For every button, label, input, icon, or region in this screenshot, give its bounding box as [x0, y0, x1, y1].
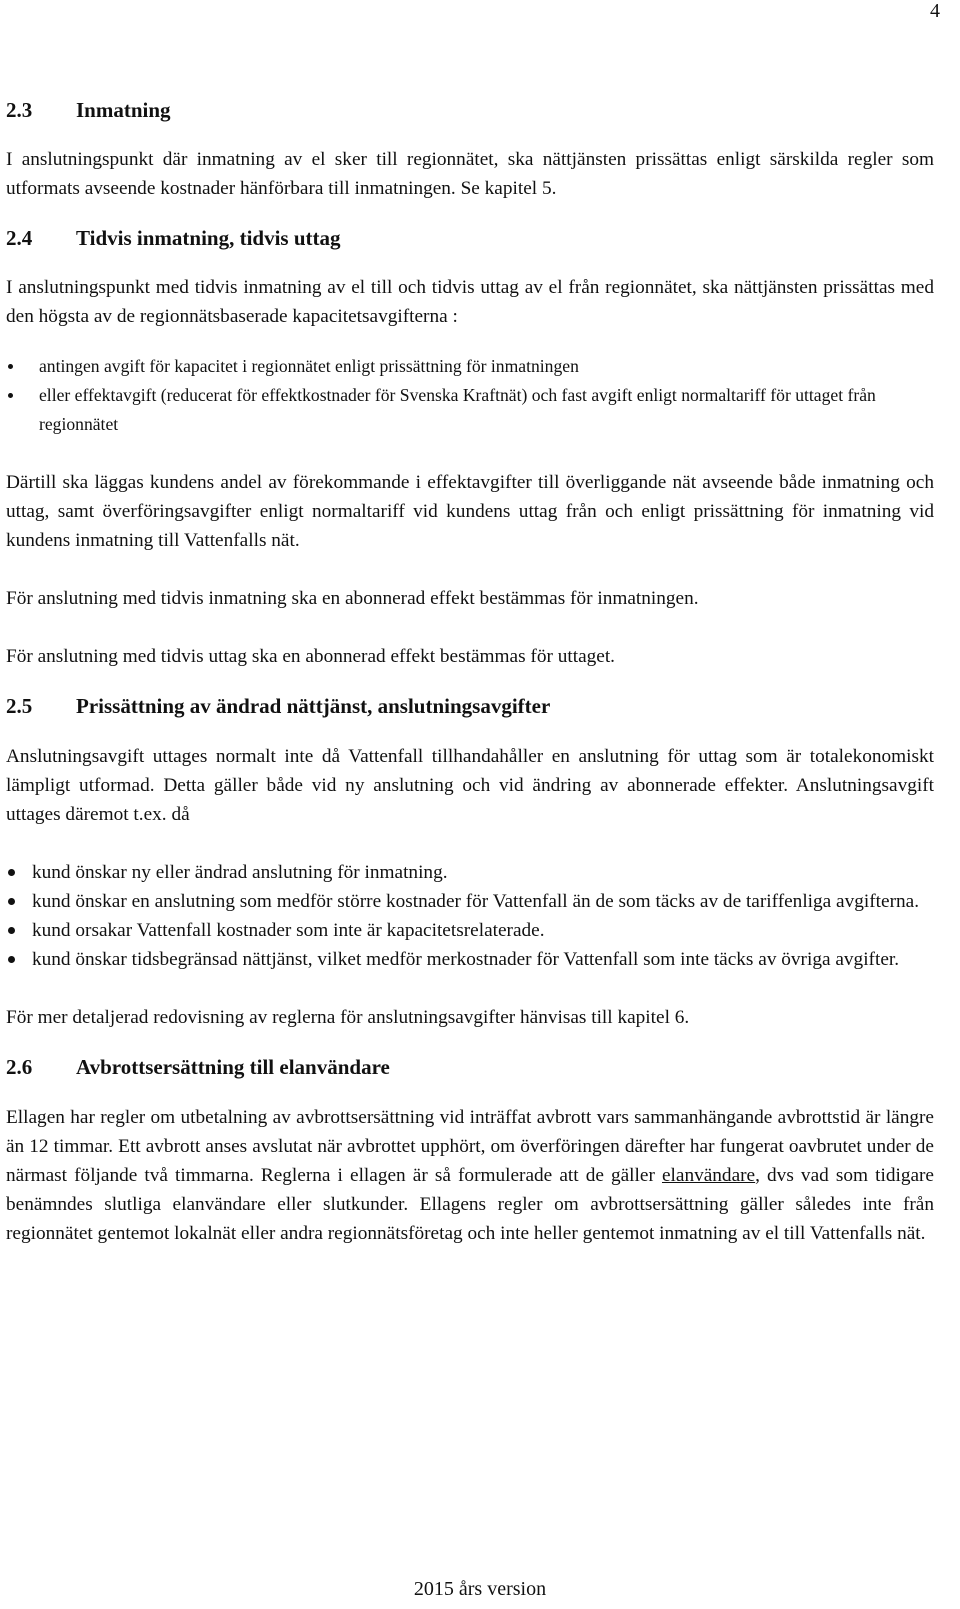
- list-item-text: kund önskar en anslutning som medför större kostnader för Vattenfall än de som täcks av de tariffenliga avgifterna.: [32, 891, 920, 912]
- section-number: 2.5: [6, 694, 33, 718]
- section-2-4-bullet-list: [6, 352, 934, 439]
- section-number: 2.4: [6, 226, 33, 250]
- list-item: [6, 916, 934, 945]
- section-2-5-outro: För mer detaljerad redovisning av reglerna för anslutningsavgifter hänvisas till kapitel 6.: [6, 1007, 690, 1028]
- section-2-4-paragraph-2: För anslutning med tidvis inmatning ska en abonnerad effekt bestämmas för inmatningen.: [6, 588, 699, 609]
- list-item: [6, 352, 934, 381]
- section-2-5-intro: Anslutningsavgift uttages normalt inte då Vattenfall tillhandahåller en anslutning för uttag som är totalekonomiskt lämpligt utformad. Detta gäller både vid ny anslutning och vid ändring av abonnerade effekter. Anslutningsavgift uttages däremot t.ex. då: [6, 746, 934, 825]
- section-title: Inmatning: [76, 98, 171, 122]
- list-item: [6, 858, 934, 887]
- section-2-4-paragraph-1: Därtill ska läggas kundens andel av förekommande i effektavgifter till överliggande nät avseende både inmatning och uttag, samt överföringsavgifter enligt normaltariff vid kundens uttag från och enligt prissättning för inmatning vid kundens inmatning till Vattenfalls nät.: [6, 472, 934, 551]
- bullet-icon: [8, 898, 15, 905]
- section-title: Tidvis inmatning, tidvis uttag: [76, 226, 341, 250]
- paragraph-text: , dvs vad som tidigare benämndes slutliga elanvändare eller slutkunder. Ellagens regler om avbrottsersättning gäller således inte från regionnätet gentemot lokalnät eller andra regionnätsföretag och inte heller gentemot inmatning av el till Vattenfalls nät.: [6, 1165, 934, 1244]
- section-heading-2-4: [6, 224, 934, 253]
- section-2-4-paragraph-3: För anslutning med tidvis uttag ska en abonnerad effekt bestämmas för uttaget.: [6, 646, 615, 667]
- section-2-4-intro: I anslutningspunkt med tidvis inmatning av el till och tidvis uttag av el från regionnätet, ska nättjänsten prissättas med den högsta av de regionnätsbaserade kapacitetsavgifterna :: [6, 277, 934, 327]
- bullet-icon: [8, 927, 15, 934]
- section-heading-2-5: [6, 692, 934, 721]
- section-2-5-bullet-list: [6, 858, 934, 974]
- list-item: [6, 945, 934, 974]
- list-item: [6, 381, 934, 439]
- section-number: 2.3: [6, 98, 33, 122]
- bullet-icon: [8, 956, 15, 963]
- section-2-3-paragraph: I anslutningspunkt där inmatning av el sker till regionnätet, ska nättjänsten prissättas enligt särskilda regler som utformats avseende kostnader hänförbara till inmatningen. Se kapitel 5.: [6, 149, 934, 199]
- paragraph-text: Ellagen har regler om utbetalning av avbrottsersättning vid inträffat avbrott vars sammanhängande avbrottstid är längre än 12 timmar. Ett avbrott anses avslutat när avbrottet upphört, om överföringen därefter har fungerat oavbrutet under de närmast följande två timmarna. Reglerna i ellagen är så formulerade att de gäller: [6, 1107, 934, 1186]
- list-item-text: eller effektavgift (reducerat för effektkostnader för Svenska Kraftnät) och fast avgift enligt normaltariff för uttaget från regionnätet: [39, 385, 876, 434]
- underlined-term: elanvändare: [661, 1165, 756, 1186]
- section-heading-2-6: [6, 1053, 934, 1082]
- list-item-text: antingen avgift för kapacitet i regionnätet enligt prissättning för inmatningen: [39, 356, 579, 376]
- bullet-icon: [8, 869, 15, 876]
- document-body: [6, 96, 934, 1248]
- bullet-icon: [8, 364, 13, 369]
- section-title: Avbrottsersättning till elanvändare: [76, 1055, 390, 1079]
- list-item: [6, 887, 934, 916]
- list-item-text: kund orsakar Vattenfall kostnader som inte är kapacitetsrelaterade.: [32, 920, 545, 941]
- page-number: 4: [930, 0, 940, 22]
- section-heading-2-3: [6, 96, 934, 125]
- footer-version: 2015 års version: [413, 1578, 547, 1600]
- section-title: Prissättning av ändrad nättjänst, anslutningsavgifter: [76, 694, 551, 718]
- list-item-text: kund önskar tidsbegränsad nättjänst, vilket medför merkostnader för Vattenfall som inte täcks av övriga avgifter.: [32, 949, 900, 970]
- section-number: 2.6: [6, 1055, 33, 1079]
- list-item-text: kund önskar ny eller ändrad anslutning för inmatning.: [32, 862, 448, 883]
- section-2-6-paragraph: [6, 1103, 934, 1248]
- bullet-icon: [8, 393, 13, 398]
